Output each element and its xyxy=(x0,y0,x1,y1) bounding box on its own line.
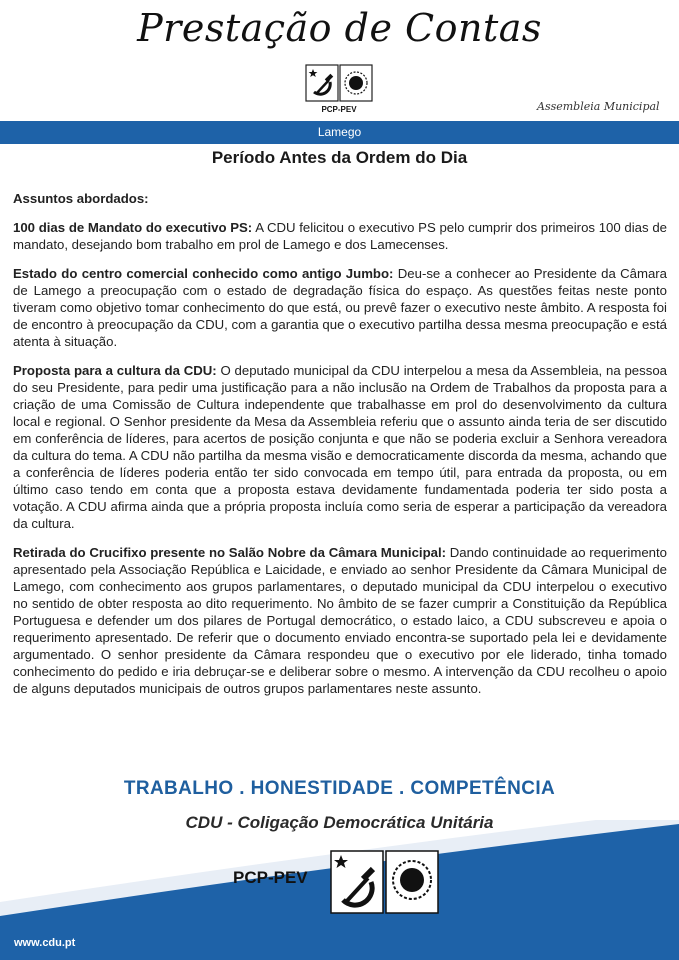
footer-logo-label: PCP-PEV xyxy=(233,868,308,887)
paragraph-text: Dando continuidade ao requerimento apresentado pela Associação República e Laicidade, e enviado ao senhor Presidente da Câmara Municipal de Lamego, com conhecimento aos grupos parlamentares, o deputado municipal da CDU interpelou o executivo no sentido de obter resposta ao dito requerimento. No âmbito de se fazer cumprir a Constituição da República Portuguesa e defender um dos pilares de Portugal democrático, o estado laico, a CDU subscreveu e apoia o requerimento apresentado. De referir que o documento enviado encontra-se suportado pela lei e devidamente argumentado. O senhor presidente da Câmara respondeu que o executivo por ele liderado, tinha tomado conhecimento do pedido e iria debruçar-se e deliberar sobre o mesmo. A intervenção da CDU recolheu o apoio de alguns deputados municipais de outros grupos parlamentares neste assunto. xyxy=(13,545,667,696)
paragraph-lead: 100 dias de Mandato do executivo PS: xyxy=(13,220,253,235)
paragraph-lead: Retirada do Crucifixo presente no Salão Nobre da Câmara Municipal: xyxy=(13,545,447,560)
paragraph xyxy=(13,265,667,350)
section-title: Período Antes da Ordem do Dia xyxy=(211,148,468,167)
logo-label: PCP-PEV xyxy=(321,105,357,114)
document-title: Prestação de Contas xyxy=(137,6,542,50)
website-link[interactable]: www.cdu.pt xyxy=(14,937,76,949)
location-band: Lamego xyxy=(0,121,679,144)
paragraph xyxy=(13,362,667,532)
footer-pcp-pev-logo xyxy=(330,850,440,914)
paragraph-lead: Estado do centro comercial conhecido como antigo Jumbo: xyxy=(13,266,394,281)
pcp-pev-logo xyxy=(305,64,373,114)
paragraph-lead: Proposta para a cultura da CDU: xyxy=(13,363,217,378)
topics-heading: Assuntos abordados: xyxy=(13,191,149,206)
coalition-name: CDU - Coligação Democrática Unitária xyxy=(185,813,494,832)
assembleia-label: Assembleia Municipal xyxy=(537,100,660,113)
paragraph xyxy=(13,219,667,253)
paragraph-text: Deu-se a conhecer ao Presidente da Câmara de Lamego a preocupação com o estado de degradação física do espaço. As questões feitas neste ponto tiveram como objetivo tomar conhecimento do que está, ou prevê fazer o executivo neste âmbito. A resposta foi de encontro à preocupação da CDU, com a garantia que o executivo partilha dessa mesma preocupação e está atenta à situação. xyxy=(13,266,667,349)
paragraph xyxy=(13,544,667,697)
document-body xyxy=(13,190,667,709)
paragraph-text: O deputado municipal da CDU interpelou a mesa da Assembleia, na pessoa do seu Presidente, para pedir uma justificação para a não inclusão na Ordem de Trabalhos da proposta para a criação de uma Comissão de Cultura independente que trabalhasse em prol do desenvolvimento da cultura local e regional. O Senhor presidente da Mesa da Assembleia referiu que o assunto ainda teria de ser discutido em conferência de líderes, para acertos de posição conjunta e que não se poderia excluir a Senhora vereadora da cultura do tema. A CDU não partilha da mesma visão e democraticamente discorda da mesma, achando que a conferência de líderes poderia então ter sido convocada em tempo útil, para entrada da proposta, ou em último caso tendo em conta que a proposta estava devidamente fundamentada poderia ter sido posta a votação. A CDU afirma ainda que a própria proposta incluía como seria de esperar a participação da vereadora da cultura. xyxy=(13,363,668,531)
paragraph-text: A CDU felicitou o executivo PS pelo cumprir dos primeiros 100 dias de mandato, desejando bom trabalho em prol de Lamego e dos Lamecenses. xyxy=(13,220,667,252)
slogan: TRABALHO . HONESTIDADE . COMPETÊNCIA xyxy=(123,778,556,799)
